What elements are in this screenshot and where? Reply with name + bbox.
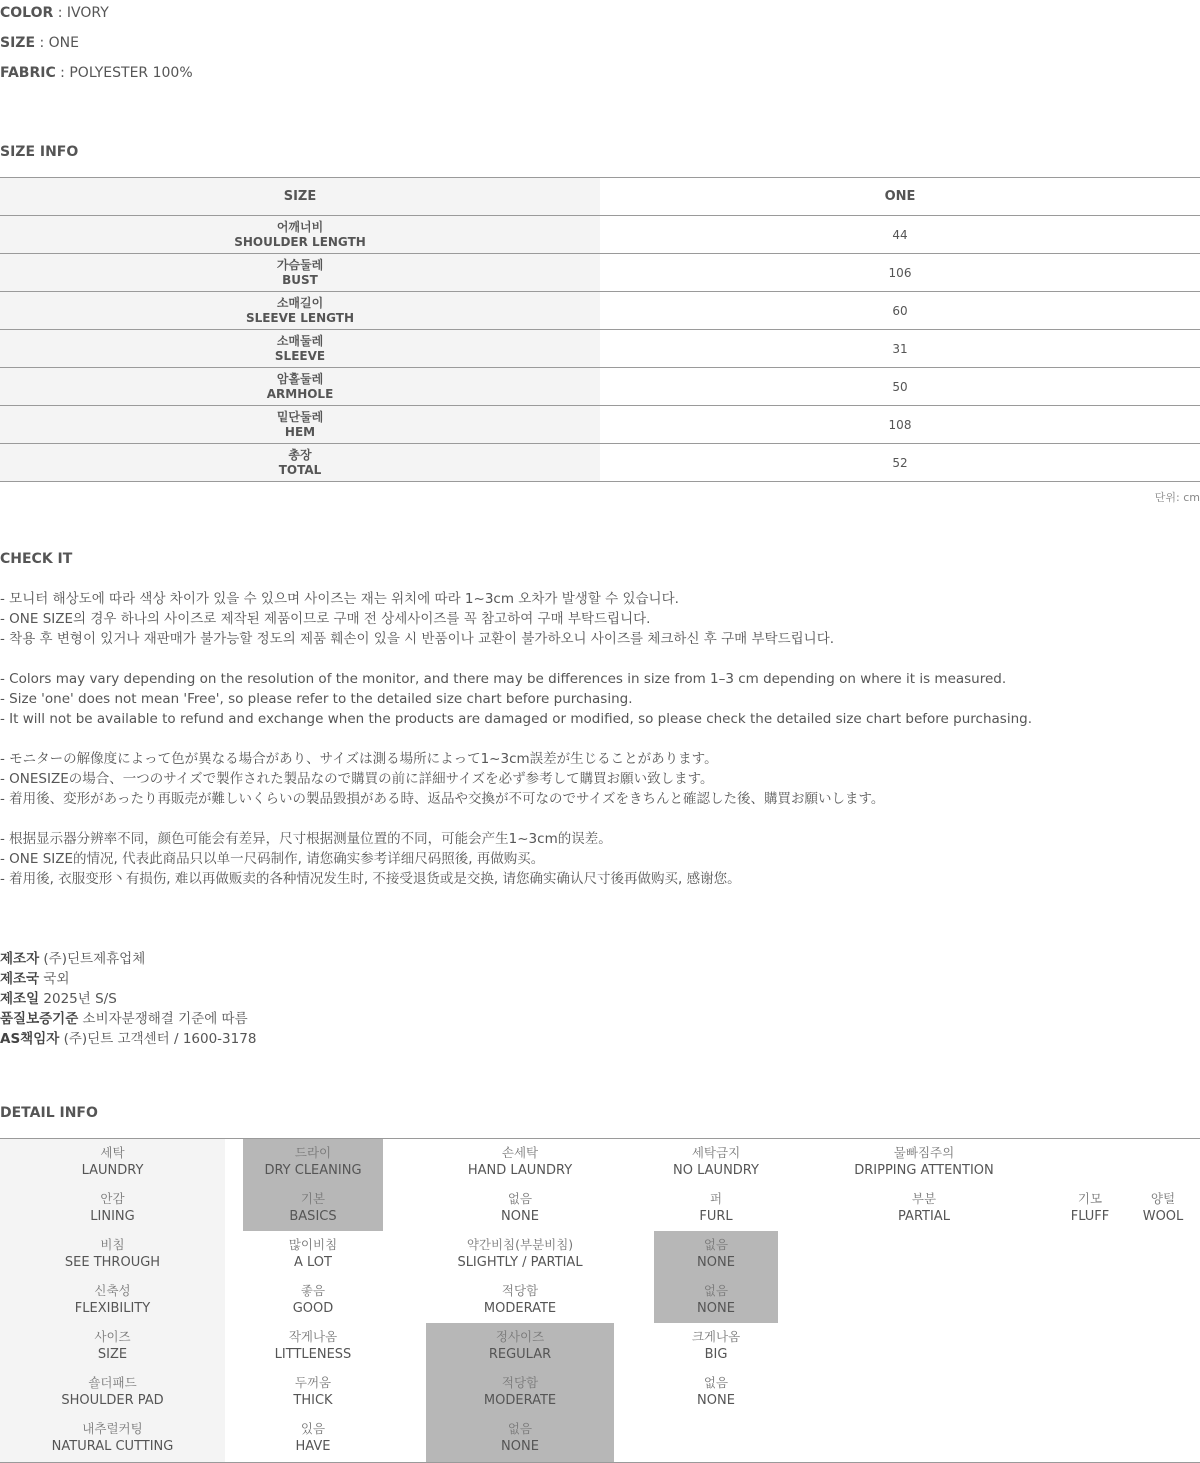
detail-option: [426, 1144, 614, 1180]
maker-value: 2025년 S/S: [39, 991, 117, 1007]
option-en: HAVE: [295, 1439, 331, 1454]
measure-label-en: ARMHOLE: [266, 386, 334, 401]
table-row: [0, 292, 1200, 330]
option-ko: 적당함: [501, 1283, 539, 1298]
size-spec: [0, 35, 79, 51]
option-ko: 양털: [1150, 1191, 1176, 1206]
detail-option: [654, 1374, 778, 1410]
option-ko: 없음: [703, 1237, 729, 1252]
detail-option: [654, 1144, 778, 1180]
option-en: NONE: [501, 1209, 539, 1224]
label-en: LINING: [90, 1209, 135, 1224]
measure-label-en: SLEEVE: [274, 348, 326, 363]
label-en: NATURAL CUTTING: [51, 1439, 174, 1454]
size-header-value: ONE: [884, 189, 916, 204]
label-ko: 숄더패드: [88, 1375, 137, 1390]
manufacturer-info: [0, 949, 256, 1049]
detail-option: [243, 1282, 383, 1318]
measure-label-en: BUST: [282, 272, 318, 287]
detail-row-label: [0, 1282, 225, 1318]
label-ko: 사이즈: [94, 1329, 131, 1344]
detail-option: [654, 1328, 778, 1364]
measure-value: 44: [892, 227, 908, 242]
label-ko: 세탁: [100, 1145, 125, 1160]
maker-value: (주)딘트제휴업체: [39, 951, 146, 967]
measure-value: 52: [892, 455, 908, 470]
fabric-spec: [0, 65, 193, 81]
label-en: LAUNDRY: [81, 1163, 144, 1178]
option-ko: 작게나옴: [288, 1329, 338, 1344]
measure-value: 60: [892, 303, 908, 318]
detail-option-selected: [654, 1236, 778, 1272]
measure-label: [0, 292, 600, 329]
option-en: HAND LAUNDRY: [467, 1163, 573, 1178]
measure-label: [0, 330, 600, 367]
option-en: MODERATE: [483, 1393, 557, 1408]
label-ko: 비침: [100, 1237, 125, 1252]
detail-info-title: DETAIL INFO: [0, 1105, 98, 1121]
size-info-title: SIZE INFO: [0, 144, 79, 160]
option-ko: 적당함: [501, 1375, 539, 1390]
option-en: GOOD: [292, 1301, 334, 1316]
detail-option: [243, 1236, 383, 1272]
detail-row-label: [0, 1236, 225, 1272]
option-ko: 부분: [911, 1191, 937, 1206]
detail-option: [830, 1144, 1018, 1180]
maker-value: 국외: [39, 971, 70, 987]
detail-option: [243, 1374, 383, 1410]
label-ko: 신축성: [94, 1283, 131, 1298]
option-ko: 약간비침(부분비침): [466, 1237, 574, 1252]
detail-table: [0, 1138, 1200, 1463]
measure-label-ko: 밑단둘레: [276, 409, 324, 424]
option-en: NONE: [501, 1439, 539, 1454]
maker-line: [0, 1029, 256, 1049]
measure-value: 106: [888, 265, 912, 280]
detail-option: [426, 1190, 614, 1226]
maker-value: (주)딘트 고객센터 / 1600-3178: [59, 1031, 257, 1047]
maker-label: 제조자: [0, 951, 40, 967]
option-en: SLIGHTLY / PARTIAL: [457, 1255, 583, 1270]
measure-label: [0, 368, 600, 405]
label-ko: 내추럴커팅: [82, 1421, 143, 1436]
table-row: [0, 406, 1200, 444]
detail-option-selected: [426, 1328, 614, 1364]
label-ko: 안감: [100, 1191, 125, 1206]
option-ko: 많이비침: [288, 1237, 338, 1252]
option-ko: 퍼: [709, 1191, 723, 1206]
note-ja: - 着用後、変形があったり再販売が難しいくらいの製品毀損がある時、返品や交換が不可なのでサイズをきちんと確認した後、購買お願いします。: [0, 791, 885, 807]
table-row: [0, 330, 1200, 368]
measure-label-ko: 어깨너비: [276, 219, 324, 234]
note-ko: - ONE SIZE의 경우 하나의 사이즈로 제작된 제품이므로 구매 전 상세사이즈를 꼭 참고하여 구매 부탁드립니다.: [0, 611, 651, 627]
note-ko: - 모니터 해상도에 따라 색상 차이가 있을 수 있으며 사이즈는 재는 위치에 따라 1~3cm 오차가 발생할 수 있습니다.: [0, 591, 679, 607]
measure-label-en: SHOULDER LENGTH: [234, 234, 366, 249]
detail-option: [426, 1282, 614, 1318]
color-spec: [0, 5, 109, 21]
option-ko: 드라이: [294, 1145, 332, 1160]
fabric-value: : POLYESTER 100%: [55, 65, 193, 81]
detail-row-label: [0, 1420, 225, 1456]
measure-label-ko: 소매둘레: [276, 333, 324, 348]
option-ko: 없음: [703, 1283, 729, 1298]
measure-label-ko: 소매길이: [276, 295, 324, 310]
check-it-notes: [0, 589, 1032, 889]
maker-line: [0, 989, 256, 1009]
note-ja: - ONESIZEの場合、一つのサイズで製作された製品なので購買の前に詳細サイズを必ず参考して購買お願い致します。: [0, 771, 714, 787]
size-table-header: [0, 178, 1200, 216]
option-ko: 두꺼움: [294, 1375, 332, 1390]
option-en: NONE: [697, 1393, 735, 1408]
option-ko: 세탁금지: [691, 1145, 741, 1160]
option-ko: 없음: [507, 1421, 533, 1436]
option-ko: 좋음: [300, 1283, 326, 1298]
detail-option-selected: [243, 1144, 383, 1180]
note-zh: - 根据显示器分辨率不同，颜色可能会有差异，尺寸根据测量位置的不同，可能会产生1~3cm的误差。: [0, 831, 612, 847]
measure-label-en: HEM: [284, 424, 316, 439]
size-value: : ONE: [35, 35, 79, 51]
label-en: FLEXIBILITY: [74, 1301, 151, 1316]
option-en: FLUFF: [1070, 1209, 1110, 1224]
option-ko: 기모: [1077, 1191, 1103, 1206]
maker-value: 소비자분쟁해결 기준에 따름: [78, 1011, 248, 1027]
size-header-label: SIZE: [0, 178, 600, 215]
detail-option: [654, 1190, 778, 1226]
option-en: PARTIAL: [898, 1209, 950, 1224]
note-en: - Colors may vary depending on the resolution of the monitor, and there may be differences in size from 1–3 cm depending on where it is measured.: [0, 671, 1007, 687]
label-en: SIZE: [97, 1347, 128, 1362]
note-zh: - ONE SIZE的情况, 代表此商品只以单一尺码制作, 请您确实参考详细尺码照後, 再做购买。: [0, 851, 545, 867]
note-zh: - 着用後, 衣服变形丶有损伤, 难以再做贩卖的各种情况发生时, 不接受退货或是交换, 请您确实确认尺寸後再做购买, 感谢您。: [0, 871, 741, 887]
check-it-title: CHECK IT: [0, 551, 73, 567]
unit-note: 단위: cm: [1154, 491, 1200, 504]
measure-label-ko: 총장: [288, 447, 312, 462]
measure-label: [0, 406, 600, 443]
detail-option: [1130, 1190, 1196, 1226]
measure-label-en: SLEEVE LENGTH: [245, 310, 355, 325]
measure-label: [0, 254, 600, 291]
measure-label: [0, 444, 600, 481]
note-ko: - 착용 후 변형이 있거나 재판매가 불가능할 정도의 제품 훼손이 있을 시 반품이나 교환이 불가하오니 사이즈를 체크하신 후 구매 부탁드립니다.: [0, 631, 835, 647]
detail-option: [243, 1328, 383, 1364]
detail-option: [406, 1236, 634, 1272]
color-label: COLOR: [0, 5, 54, 21]
table-row: [0, 444, 1200, 482]
option-en: A LOT: [294, 1255, 332, 1270]
option-en: MODERATE: [483, 1301, 557, 1316]
table-row: [0, 216, 1200, 254]
fabric-label: FABRIC: [0, 65, 56, 81]
option-en: DRY CLEANING: [264, 1163, 362, 1178]
option-ko: 없음: [507, 1191, 533, 1206]
note-en: - Size 'one' does not mean 'Free', so please refer to the detailed size chart before purchasing.: [0, 691, 633, 707]
detail-option-selected: [654, 1282, 778, 1318]
measure-label-en: TOTAL: [278, 462, 322, 477]
measure-label-ko: 가슴둘레: [276, 257, 324, 272]
detail-row-label: [0, 1190, 225, 1226]
detail-row-label: [0, 1328, 225, 1364]
option-en: DRIPPING ATTENTION: [854, 1163, 994, 1178]
label-en: SEE THROUGH: [64, 1255, 161, 1270]
detail-option-selected: [426, 1420, 614, 1456]
size-label: SIZE: [0, 35, 36, 51]
size-table: [0, 177, 1200, 482]
color-value: : IVORY: [53, 5, 109, 21]
measure-value: 50: [892, 379, 908, 394]
option-en: REGULAR: [488, 1347, 552, 1362]
option-ko: 기본: [300, 1191, 326, 1206]
table-row: [0, 368, 1200, 406]
maker-label: 제조일: [0, 991, 40, 1007]
option-en: LITTLENESS: [274, 1347, 352, 1362]
option-ko: 있음: [300, 1421, 326, 1436]
table-row: [0, 254, 1200, 292]
option-en: NONE: [697, 1255, 735, 1270]
option-ko: 물빠짐주의: [893, 1145, 955, 1160]
option-ko: 없음: [703, 1375, 729, 1390]
detail-row-label: [0, 1144, 225, 1180]
option-ko: 손세탁: [501, 1145, 539, 1160]
option-ko: 크게나옴: [691, 1329, 741, 1344]
option-en: NONE: [697, 1301, 735, 1316]
option-en: NO LAUNDRY: [673, 1163, 759, 1178]
detail-option: [830, 1190, 1018, 1226]
option-ko: 정사이즈: [495, 1329, 545, 1344]
detail-option: [1055, 1190, 1125, 1226]
detail-row-label: [0, 1374, 225, 1410]
maker-line: [0, 969, 256, 989]
option-en: WOOL: [1142, 1209, 1184, 1224]
option-en: THICK: [293, 1393, 333, 1408]
option-en: FURL: [699, 1209, 733, 1224]
maker-line: [0, 949, 256, 969]
option-en: BASICS: [289, 1209, 337, 1224]
maker-line: [0, 1009, 256, 1029]
detail-option-selected: [243, 1190, 383, 1226]
measure-value: 31: [892, 341, 908, 356]
label-en: SHOULDER PAD: [61, 1393, 164, 1408]
note-ja: - モニターの解像度によって色が異なる場合があり、サイズは測る場所によって1~3cm誤差が生じることがあります。: [0, 751, 718, 767]
measure-label: [0, 216, 600, 253]
maker-label: 제조국: [0, 971, 40, 987]
option-en: BIG: [704, 1347, 728, 1362]
measure-label-ko: 암홀둘레: [276, 371, 324, 386]
detail-option: [243, 1420, 383, 1456]
measure-value: 108: [888, 417, 912, 432]
maker-label: AS책임자: [0, 1031, 60, 1047]
maker-label: 품질보증기준: [0, 1011, 79, 1027]
detail-option-selected: [426, 1374, 614, 1410]
note-en: - It will not be available to refund and exchange when the products are damaged or modified, so please check the detailed size chart before purchasing.: [0, 711, 1032, 727]
